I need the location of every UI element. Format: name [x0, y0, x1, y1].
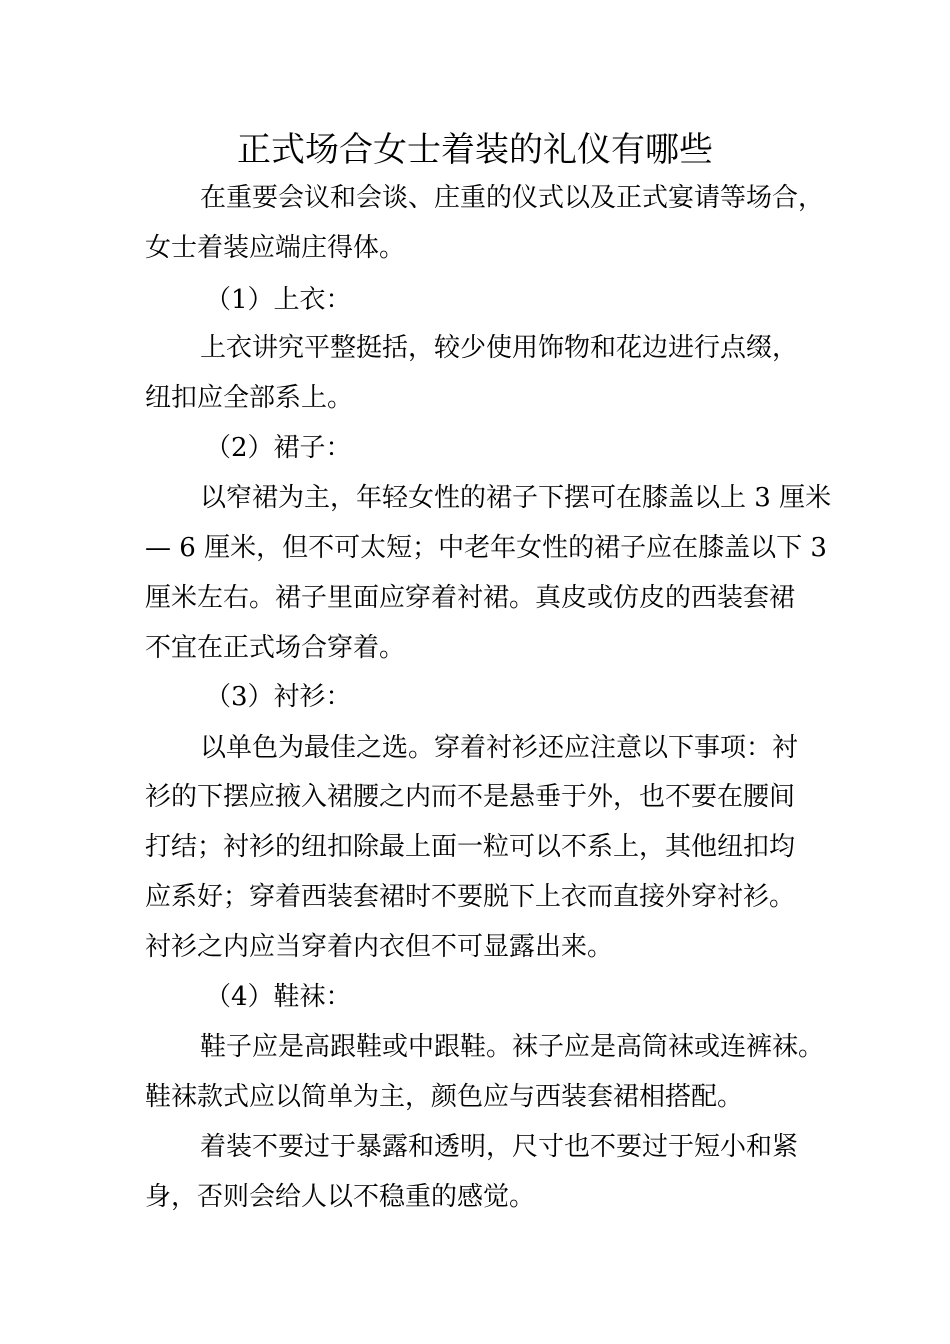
- paragraph-shirt-line-2: 衫的下摆应掖入裙腰之内而不是悬垂于外，也不要在腰间: [145, 782, 796, 812]
- paragraph-shirt-line-4: 应系好；穿着西装套裙时不要脱下上衣而直接外穿衬衫。: [145, 882, 796, 912]
- paragraph-shoes-line-1: 鞋子应是高跟鞋或中跟鞋。袜子应是高筒袜或连裤袜。: [200, 1032, 825, 1062]
- paragraph-skirt-line-2: — 6 厘米，但不可太短；中老年女性的裙子应在膝盖以下 3: [145, 533, 827, 563]
- paragraph-top-line-1: 上衣讲究平整挺括，较少使用饰物和花边进行点缀，: [200, 333, 799, 363]
- document-title: 正式场合女士着装的礼仪有哪些: [237, 130, 713, 170]
- paragraph-intro-line-1: 在重要会议和会谈、庄重的仪式以及正式宴请等场合，: [200, 183, 825, 213]
- paragraph-shirt-line-3: 打结；衬衫的纽扣除最上面一粒可以不系上，其他纽扣均: [145, 832, 796, 862]
- paragraph-shirt-line-1: 以单色为最佳之选。穿着衬衫还应注意以下事项：衬: [200, 733, 799, 763]
- paragraph-shoes-line-2: 鞋袜款式应以简单为主，颜色应与西装套裙相搭配。: [145, 1082, 744, 1112]
- paragraph-top-line-2: 纽扣应全部系上。: [145, 383, 354, 413]
- paragraph-closing-line-1: 着装不要过于暴露和透明，尺寸也不要过于短小和紧: [200, 1132, 799, 1162]
- section-heading-skirt: （2）裙子：: [205, 433, 352, 463]
- paragraph-intro-line-2: 女士着装应端庄得体。: [145, 233, 406, 263]
- paragraph-skirt-line-4: 不宜在正式场合穿着。: [145, 633, 406, 663]
- paragraph-closing-line-2: 身，否则会给人以不稳重的感觉。: [145, 1182, 536, 1212]
- paragraph-skirt-line-1: 以窄裙为主，年轻女性的裙子下摆可在膝盖以上 3 厘米: [200, 483, 832, 513]
- section-heading-shirt: （3）衬衫：: [205, 682, 352, 712]
- paragraph-shirt-line-5: 衬衫之内应当穿着内衣但不可显露出来。: [145, 932, 614, 962]
- section-heading-top: （1）上衣：: [205, 285, 352, 315]
- paragraph-skirt-line-3: 厘米左右。裙子里面应穿着衬裙。真皮或仿皮的西装套裙: [145, 583, 796, 613]
- section-heading-shoes: （4）鞋袜：: [205, 982, 352, 1012]
